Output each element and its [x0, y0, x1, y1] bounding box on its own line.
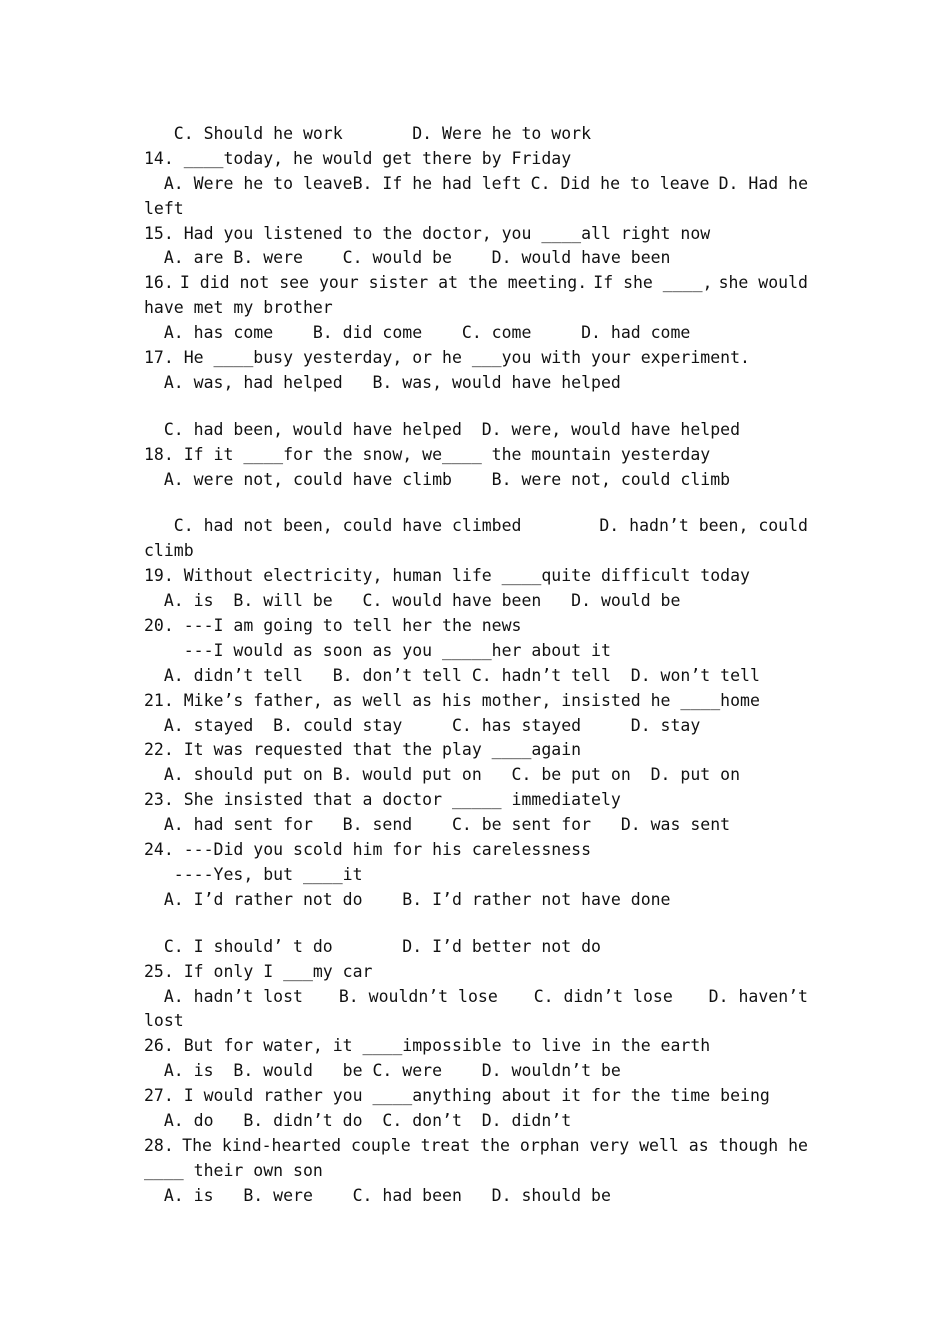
options-21: A. stayed B. could stay C. has stayed D. stay: [144, 715, 701, 735]
options-25-b: B. wouldn’t lose: [338, 986, 498, 1006]
question-23: 23. She insisted that a doctor _____ immediately: [144, 790, 621, 810]
exercise-text: [144, 122, 808, 1209]
options-25: [144, 985, 808, 1010]
options-16: A. has come B. did come C. come D. had come: [144, 323, 691, 343]
question-27: 27. I would rather you ____anything about it for the time being: [144, 1086, 770, 1106]
question-28: [144, 1134, 808, 1159]
options-14: [144, 172, 808, 197]
options-24-ab: A. I’d rather not do B. I’d rather not have done: [144, 889, 671, 909]
question-16: [144, 271, 808, 296]
options-23: A. had sent for B. send C. be sent for D. was sent: [144, 815, 731, 835]
option-line-13-cd: C. Should he work D. Were he to work: [144, 124, 592, 143]
options-22: A. should put on B. would put on C. be put on D. put on: [144, 765, 741, 785]
options-25-a: A. hadn’t lost: [144, 986, 303, 1006]
question-20-reply: ---I would as soon as you _____her about it: [144, 640, 611, 660]
options-14-c: C. Did he to leave: [530, 173, 710, 193]
options-20: A. didn’t tell B. don’t tell C. hadn’t tell D. won’t tell: [144, 665, 760, 685]
question-19: 19. Without electricity, human life ____quite difficult today: [144, 566, 750, 586]
blank-line: [144, 396, 808, 418]
question-16-part3: she would: [718, 273, 808, 293]
question-26: 26. But for water, it ____impossible to live in the earth: [144, 1036, 711, 1056]
options-17-cd: C. had been, would have helped D. were, would have helped: [144, 419, 741, 439]
options-18-ab: A. were not, could have climb B. were not, could climb: [144, 469, 731, 489]
options-25-d: D. haven’t: [708, 986, 808, 1006]
options-28: A. is B. were C. had been D. should be: [144, 1185, 611, 1205]
question-28-number: 28.: [144, 1135, 174, 1155]
options-27: A. do B. didn’t do C. don’t D. didn’t: [144, 1110, 572, 1130]
question-16-part2: If she ____,: [593, 273, 713, 293]
question-21: 21. Mike’s father, as well as his mother, insisted he ____home: [144, 690, 760, 710]
options-18-d: D. hadn’t been, could: [599, 516, 808, 536]
options-17-ab: A. was, had helped B. was, would have helped: [144, 372, 621, 392]
question-28-text: The kind-hearted couple treat the orphan very well as though he: [182, 1135, 808, 1155]
blank-line: [144, 492, 808, 514]
options-14-d: D. Had he: [718, 173, 808, 193]
options-19: A. is B. will be C. would have been D. would be: [144, 591, 681, 611]
options-24-cd: C. I should’ t do D. I’d better not do: [144, 936, 601, 956]
blank-line: [144, 913, 808, 935]
question-17: 17. He ____busy yesterday, or he ___you with your experiment.: [144, 348, 750, 368]
question-16-part1: I did not see your sister at the meeting.: [179, 273, 588, 293]
options-18-c: C. had not been, could have climbed: [144, 516, 522, 536]
options-25-wrap: lost: [144, 1011, 184, 1031]
options-25-c: C. didn’t lose: [533, 986, 673, 1006]
question-14: 14. ____today, he would get there by Friday: [144, 148, 572, 168]
options-18-cd: [144, 514, 808, 539]
question-24: 24. ---Did you scold him for his carelessness: [144, 840, 592, 860]
options-18-wrap: climb: [144, 541, 194, 561]
question-25: 25. If only I ___my car: [144, 961, 373, 981]
question-22: 22. It was requested that the play ____again: [144, 740, 582, 760]
options-26: A. is B. would be C. were D. wouldn’t be: [144, 1061, 621, 1081]
question-24-reply: ----Yes, but ____it: [144, 864, 363, 884]
options-15: A. are B. were C. would be D. would have been: [144, 248, 671, 268]
question-16-wrap: have met my brother: [144, 298, 333, 318]
question-16-number: 16.: [144, 273, 174, 293]
question-15: 15. Had you listened to the doctor, you ____all right now: [144, 223, 711, 243]
question-28-wrap: ____ their own son: [144, 1160, 323, 1180]
question-20: 20. ---I am going to tell her the news: [144, 616, 522, 636]
options-14-wrap: left: [144, 198, 184, 218]
options-14-ab: A. Were he to leaveB. If he had left: [144, 173, 522, 193]
question-18: 18. If it ____for the snow, we____ the mountain yesterday: [144, 444, 711, 464]
